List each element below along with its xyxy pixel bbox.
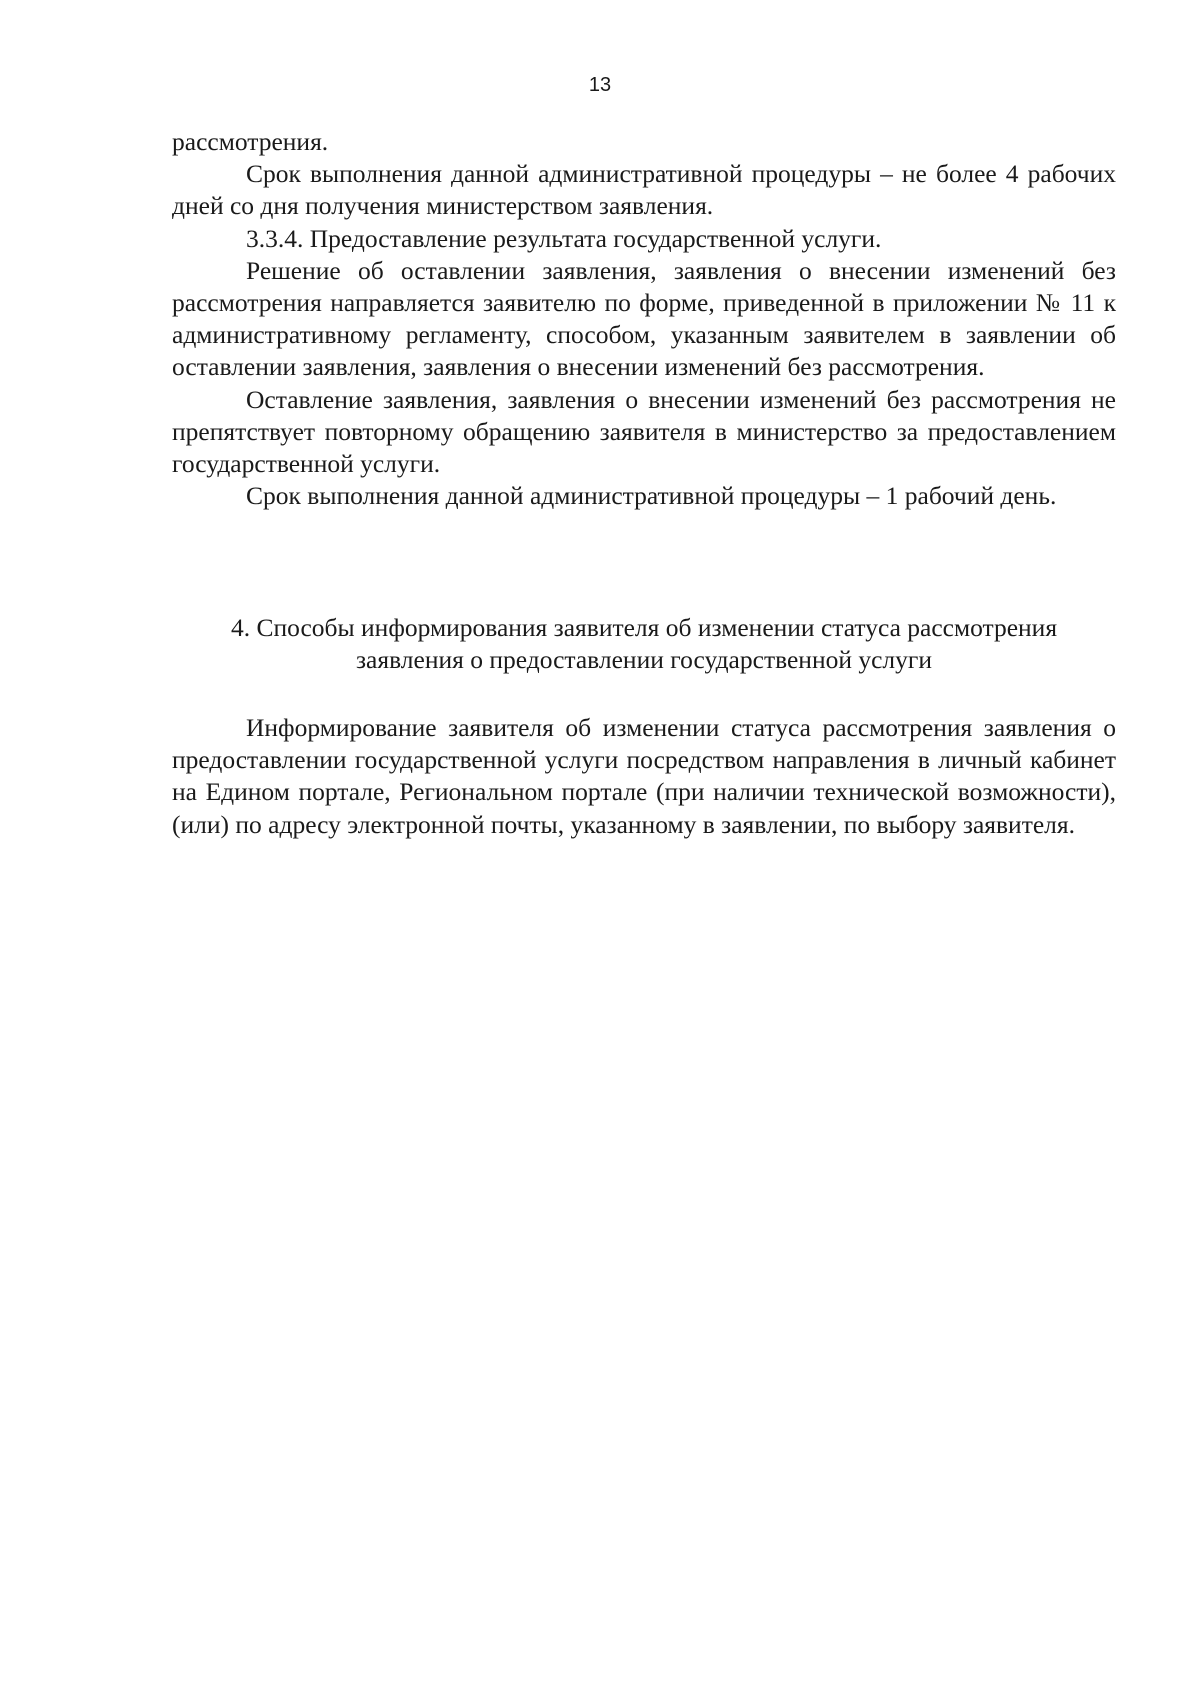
- page-number: 13: [588, 74, 612, 96]
- paragraph-decision: Решение об оставлении заявления, заявления о внесении изменений без рассмотрения направляется заявителю по форме, приведенной в приложении № 11 к административному регламенту, способом, указанным заявителем в заявлении об оставлении заявления, заявления о внесении изменений без рассмотрения.: [172, 255, 1116, 382]
- paragraph-continuation: рассмотрения.: [172, 127, 329, 156]
- body-text-part-2: [172, 712, 1116, 841]
- paragraph-clause-3-3-4: 3.3.4. Предоставление результата государственной услуги.: [246, 223, 882, 253]
- body-text-part-1: [172, 126, 1116, 512]
- paragraph-deadline-1-day: Срок выполнения данной административной процедуры – 1 рабочий день.: [246, 481, 1057, 511]
- paragraph-no-obstacle: Оставление заявления, заявления о внесении изменений без рассмотрения не препятствует повторному обращению заявителя в министерство за предоставлением государственной услуги.: [172, 384, 1116, 479]
- paragraph-deadline-4-days: Срок выполнения данной административной процедуры – не более 4 рабочих дней со дня получения министерством заявления.: [172, 159, 1116, 221]
- paragraph-informing: Информирование заявителя об изменении статуса рассмотрения заявления о предоставлении государственной услуги посредством направления в личный кабинет на Едином портале, Региональном портале (при наличии технической возможности), (или) по адресу электронной почты, указанному в заявлении, по выбору заявителя.: [172, 713, 1116, 839]
- section-heading-line-2: заявления о предоставлении государственной услуги: [355, 645, 933, 675]
- section-heading: [172, 612, 1116, 676]
- section-heading-line-1: 4. Способы информирования заявителя об изменении статуса рассмотрения: [230, 613, 1058, 642]
